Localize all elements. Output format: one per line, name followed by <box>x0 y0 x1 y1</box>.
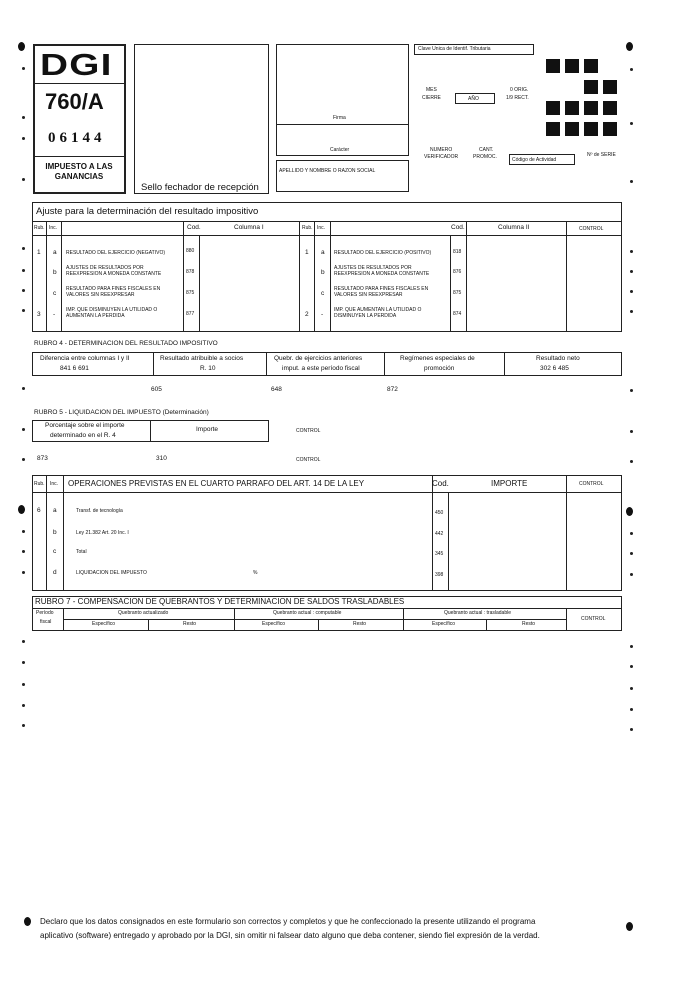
rubro7-g2: Quebranto actual : computable <box>273 610 342 616</box>
percent-sign: % <box>253 570 258 576</box>
ano-label: AÑO <box>468 96 479 102</box>
apellido-label: APELLIDO Y NOMBRE O RAZON SOCIAL <box>279 168 376 174</box>
declaration-line2: aplicativo (software) entregado y aprobado por la DGI, sin omitir ni falsear dato alguno que deba contener, siendo fiel expresión de la verdad. <box>40 931 540 940</box>
left-row-inc: a <box>53 249 57 256</box>
signature-box <box>276 44 409 156</box>
right-row-desc: IMP. QUE AUMENTAN LA UTILIDAD O DISMINUYEN LA PERDIDA <box>334 307 422 319</box>
rubro7-fiscal: fiscal <box>40 619 52 625</box>
tax-name: IMPUESTO A LAS GANANCIAS <box>45 162 113 181</box>
ops-importe-header: IMPORTE <box>491 479 528 488</box>
ajuste-cod-header-2: Cod. <box>451 224 465 231</box>
rubro7-resto: Resto <box>183 621 197 627</box>
dgi-logo: DGI <box>40 47 113 82</box>
rubro5-control-2: CONTROL <box>296 457 321 463</box>
rubro4-title: RUBRO 4 - DETERMINACION DEL RESULTADO IMPOSITIVO <box>34 340 218 347</box>
rubro7-resto: Resto <box>522 621 536 627</box>
ops-row-cod: 398 <box>435 572 444 578</box>
ops-row-inc: c <box>53 548 57 555</box>
right-row-cod: 874 <box>453 311 462 317</box>
rubro5-code: 310 <box>156 455 167 462</box>
rubro7-periodo: Período <box>36 610 54 616</box>
ops-row-cod: 442 <box>435 531 444 537</box>
left-row-inc: c <box>53 290 57 297</box>
numero-label: NUMERO <box>430 147 453 153</box>
left-row-cod: 880 <box>186 248 195 254</box>
declaration-bullet-right <box>626 922 633 931</box>
left-row-cod: 878 <box>186 269 195 275</box>
left-row-desc: RESULTADO PARA FINES FISCALES EN VALORES SIN REEXPRESAR <box>66 286 161 298</box>
reception-stamp-label: Sello fechador de recepción <box>141 182 259 193</box>
form-number: 760/A <box>45 89 104 114</box>
left-row-cod: 875 <box>186 290 195 296</box>
ops-inc-header: Inc. <box>50 481 59 487</box>
right-row-desc: RESULTADO DEL EJERCICIO (POSITIVO) <box>334 250 432 256</box>
rubro5-code: 873 <box>37 455 48 462</box>
left-row-desc: RESULTADO DEL EJERCICIO (NEGATIVO) <box>66 250 165 256</box>
rubro7-especifico: Específico <box>432 621 456 627</box>
ops-title: OPERACIONES PREVISTAS EN EL CUARTO PARRAFO DEL ART. 14 DE LA LEY <box>68 479 365 488</box>
rubro5-control-1: CONTROL <box>296 428 321 434</box>
left-row-cod: 877 <box>186 311 195 317</box>
rubro5-h1b: determinado en el R. 4 <box>50 432 116 439</box>
ops-row-desc: Ley 21.382 Art. 20 Inc. I <box>76 530 129 536</box>
reception-stamp-box <box>134 44 269 194</box>
signature-divider <box>277 124 408 125</box>
declaration-bullet <box>24 917 31 926</box>
right-row-cod: 876 <box>453 269 462 275</box>
left-row-desc: IMP. QUE DISMINUYEN LA UTILIDAD O AUMENTAN LA PERDIDA <box>66 307 158 319</box>
right-row-desc: RESULTADO PARA FINES FISCALES EN VALORES SIN REEXPRESAR <box>334 286 429 298</box>
ops-row-desc: LIQUIDACION DEL IMPUESTO <box>76 570 147 576</box>
mes-label: MES <box>426 87 437 93</box>
rubro4-code: 872 <box>387 386 398 393</box>
ops-cod-header: Cod. <box>432 479 449 488</box>
right-row-desc: AJUSTES DE RESULTADOS POR REEXPRESION A MONEDA CONSTANTE <box>334 265 430 277</box>
ajuste-rub-header-2: Rub. <box>302 225 313 231</box>
rubro4-v2[interactable]: R. 10 <box>200 365 216 372</box>
rubro4-h3a: Quebr. de ejercicios anteriores <box>274 355 363 362</box>
ops-row-cod: 450 <box>435 510 444 516</box>
ajuste-col2-header: Columna II <box>498 224 530 231</box>
cant-label: CANT. <box>479 147 494 153</box>
rubro4-v1[interactable]: 841 6 691 <box>60 365 89 372</box>
ajuste-col1-header: Columna I <box>234 224 264 231</box>
rubro7-title: RUBRO 7 - COMPENSACION DE QUEBRANTOS Y DETERMINACION DE SALDOS TRASLADABLES <box>35 597 405 606</box>
ops-row-desc: Transf. de tecnología <box>76 508 123 514</box>
right-row-inc: b <box>321 269 325 276</box>
rubro5-title: RUBRO 5 - LIQUIDACION DEL IMPUESTO (Determinación) <box>34 409 209 416</box>
firma-label: Firma <box>333 115 346 121</box>
ops-row-inc: b <box>53 529 57 536</box>
ops-rub-header: Rub. <box>34 481 45 487</box>
rubro4-code: 648 <box>271 386 282 393</box>
left-row-inc: - <box>53 311 56 318</box>
ajuste-title: Ajuste para la determinación del resultado impositivo <box>36 206 259 217</box>
ops-row-desc: Total <box>76 549 87 555</box>
actividad-label: Código de Actividad <box>512 157 557 163</box>
cierre-label: CIERRE <box>422 95 441 101</box>
ops-row-cod: 345 <box>435 551 444 557</box>
rubro4-h4a: Regímenes especiales de <box>400 355 475 362</box>
rubro4-h4b: promoción <box>424 365 455 372</box>
right-row-inc: a <box>321 249 325 256</box>
rubro7-control: CONTROL <box>581 616 606 622</box>
rubro5-h2: Importe <box>196 426 219 433</box>
verificador-label: VERIFICADOR <box>424 154 459 160</box>
rubro7-resto: Resto <box>353 621 367 627</box>
caracter-label: Carácter <box>330 147 350 153</box>
serial-divider <box>35 156 124 157</box>
left-row-inc: b <box>53 269 57 276</box>
declaration-line1: Declaro que los datos consignados en este formulario son correctos y completos y que he confeccionado la presente utilizando el programa <box>40 917 536 926</box>
rubro4-h3b: imput. a este período fiscal <box>282 365 360 372</box>
right-row-cod: 875 <box>453 290 462 296</box>
rubro7-g1: Quebranto actualizado <box>118 610 169 616</box>
left-row-rub: 3 <box>37 311 41 318</box>
rubro4-code: 605 <box>151 386 162 393</box>
rubro7-g3: Quebranto actual : trasladable <box>444 610 511 616</box>
orig-label: 0 ORIG. <box>510 87 529 93</box>
right-row-inc: - <box>321 311 324 318</box>
rubro7-especifico: Específico <box>92 621 116 627</box>
right-row-inc: c <box>321 290 325 297</box>
ajuste-cod-header: Cod. <box>187 224 201 231</box>
rubro7-especifico: Específico <box>262 621 286 627</box>
right-row-cod: 818 <box>453 249 462 255</box>
name-box <box>276 160 409 192</box>
logo-divider <box>35 83 124 84</box>
left-row-rub: 1 <box>37 249 41 256</box>
promoc-label: PROMOC. <box>473 154 497 160</box>
rubro4-h1: Diferencia entre columnas I y II <box>40 355 130 362</box>
nserie-label: Nº de SERIE <box>587 152 616 158</box>
left-row-desc: AJUSTES DE RESULTADOS POR REEXPRESION A MONEDA CONSTANTE <box>66 265 162 277</box>
rubro4-h2: Resultado atribuible a socios <box>160 355 244 362</box>
ajuste-inc-header: Inc. <box>49 225 58 231</box>
right-row-rub: 1 <box>305 249 309 256</box>
serial-number: 06144 <box>48 130 106 146</box>
right-row-rub: 2 <box>305 311 309 318</box>
ops-control-header: CONTROL <box>579 481 604 487</box>
ajuste-control-header: CONTROL <box>579 226 604 232</box>
rubro5-h1a: Porcentaje sobre el importe <box>45 422 125 429</box>
ops-row-inc: d <box>53 569 57 576</box>
ops-row-rub: 6 <box>37 507 41 514</box>
rect-label: 1/9 RECT. <box>506 95 529 101</box>
cuit-label: Clave Unica de Identif. Tributaria <box>418 46 491 52</box>
ajuste-rub-header: Rub. <box>34 225 45 231</box>
rubro4-v5[interactable]: 302 6 485 <box>540 365 569 372</box>
rubro4-h5: Resultado neto <box>536 355 580 362</box>
ops-row-inc: a <box>53 507 57 514</box>
ajuste-inc-header-2: Inc. <box>317 225 326 231</box>
